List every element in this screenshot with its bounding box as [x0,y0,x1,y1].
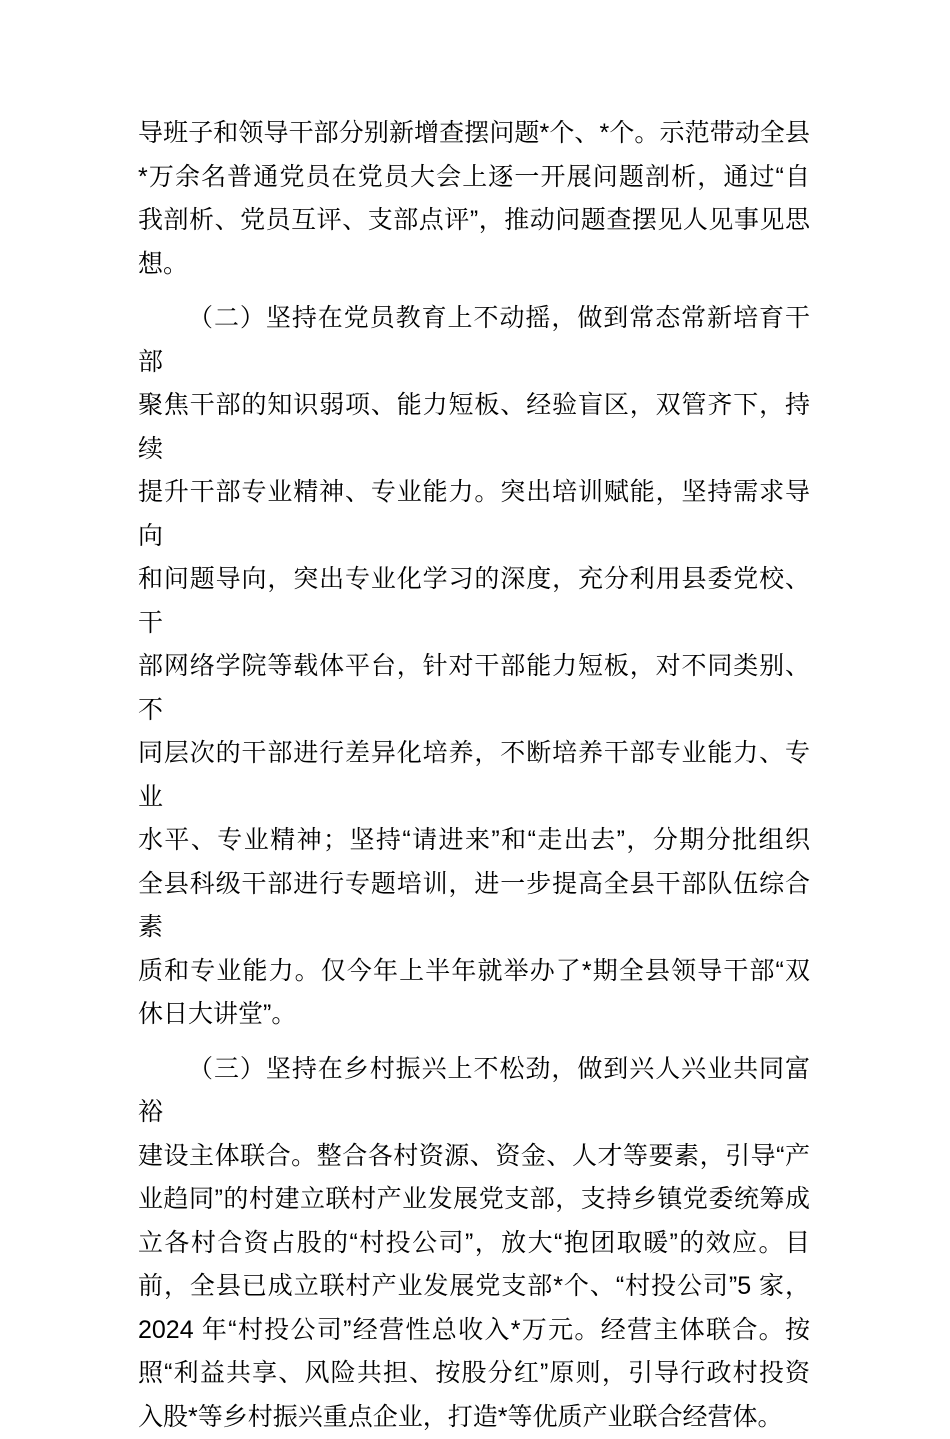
text-line: 照“利益共享、风险共担、按股分红”原则，引导行政村投资 [138,1352,810,1396]
text-line: 质和专业能力。仅今年上半年就举办了*期全县领导干部“双 [138,950,810,994]
text-line: 建设主体联合。整合各村资源、资金、人才等要素，引导“产 [138,1135,810,1179]
text-line: 想。 [138,243,810,287]
text-line: 前，全县已成立联村产业发展党支部*个、“村投公司”5 家， [138,1265,810,1309]
paragraph [138,112,810,286]
text-line: 业趋同”的村建立联村产业发展党支部，支持乡镇党委统筹成 [138,1178,810,1222]
text-line: 导班子和领导干部分别新增查摆问题*个、*个。示范带动全县 [138,112,810,156]
text-line: 立各村合资占股的“村投公司”，放大“抱团取暖”的效应。目 [138,1222,810,1266]
paragraph [138,1048,810,1439]
text-line: 聚焦干部的知识弱项、能力短板、经验盲区，双管齐下，持续 [138,384,810,471]
text-line: *万余名普通党员在党员大会上逐一开展问题剖析，通过“自 [138,156,810,200]
text-line: 2024 年“村投公司”经营性总收入*万元。经营主体联合。按 [138,1309,810,1353]
text-line: （三）坚持在乡村振兴上不松劲，做到兴人兴业共同富裕 [138,1048,810,1135]
text-line: 部网络学院等载体平台，针对干部能力短板，对不同类别、不 [138,645,810,732]
text-line: 和问题导向，突出专业化学习的深度，充分利用县委党校、干 [138,558,810,645]
text-line: 水平、专业精神；坚持“请进来”和“走出去”，分期分批组织 [138,819,810,863]
text-line: 休日大讲堂”。 [138,993,810,1037]
text-line: （二）坚持在党员教育上不动摇，做到常态常新培育干部 [138,297,810,384]
text-line: 我剖析、党员互评、支部点评”，推动问题查摆见人见事见思 [138,199,810,243]
text-line: 提升干部专业精神、专业能力。突出培训赋能，坚持需求导向 [138,471,810,558]
document-page [138,112,810,1439]
text-line: 全县科级干部进行专题培训，进一步提高全县干部队伍综合素 [138,863,810,950]
paragraph [138,297,810,1037]
text-line: 入股*等乡村振兴重点企业，打造*等优质产业联合经营体。 [138,1396,810,1439]
text-line: 同层次的干部进行差异化培养，不断培养干部专业能力、专业 [138,732,810,819]
